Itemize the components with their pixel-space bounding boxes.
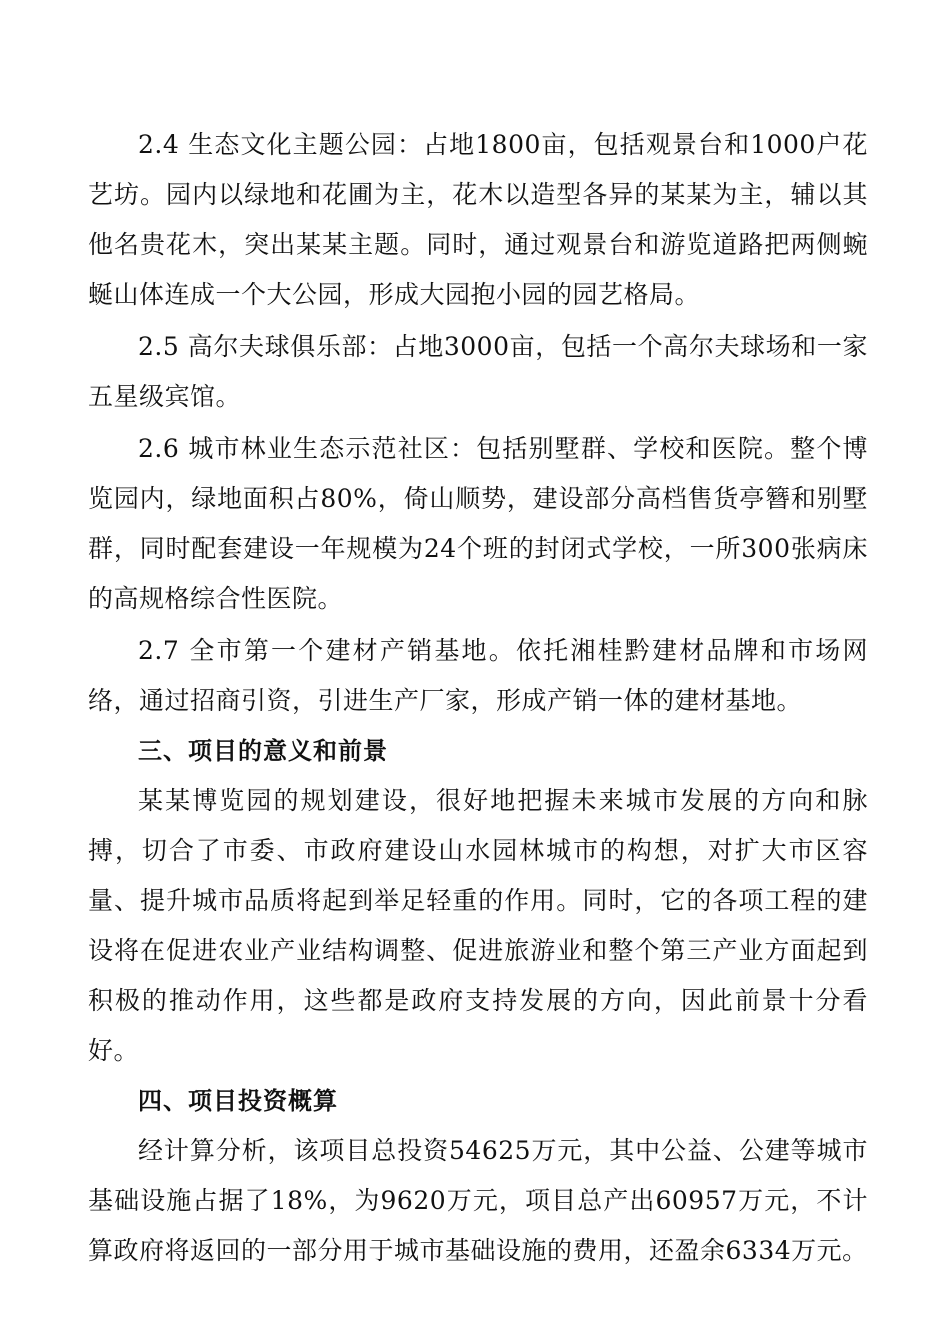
paragraph-2-7-building-materials-base: 2.7 全市第一个建材产销基地。依托湘桂黔建材品牌和市场网络，通过招商引资，引进生产厂家，形成产销一体的建材基地。 <box>88 636 868 715</box>
paragraph-2-5-golf-club: 2.5 高尔夫球俱乐部：占地3000亩，包括一个高尔夫球场和一家五星级宾馆。 <box>88 332 868 411</box>
paragraph-2-4-eco-culture-park: 2.4 生态文化主题公园：占地1800亩，包括观景台和1000户花艺坊。园内以绿地和花圃为主，花木以造型各异的某某为主，辅以其他名贵花木，突出某某主题。同时，通过观景台和游览道路把两侧蜿蜒山体连成一个大公园，形成大园抱小园的园艺格局。 <box>88 130 868 309</box>
section-heading-significance: 三、项目的意义和前景 <box>138 737 388 765</box>
paragraph-investment: 经计算分析，该项目总投资54625万元，其中公益、公建等城市基础设施占据了18%，为9620万元，项目总产出60957万元，不计算政府将返回的一部分用于城市基础设施的费用，还盈余6334万元。 <box>88 1136 868 1265</box>
section-heading-investment: 四、项目投资概算 <box>138 1087 338 1115</box>
paragraph-significance: 某某博览园的规划建设，很好地把握未来城市发展的方向和脉搏，切合了市委、市政府建设山水园林城市的构想，对扩大市区容量、提升城市品质将起到举足轻重的作用。同时，它的各项工程的建设将在促进农业产业结构调整、促进旅游业和整个第三产业方面起到积极的推动作用，这些都是政府支持发展的方向，因此前景十分看好。 <box>88 786 868 1065</box>
document-page <box>88 120 868 1276</box>
paragraph-2-6-forestry-community: 2.6 城市林业生态示范社区：包括别墅群、学校和医院。整个博览园内，绿地面积占80%，倚山顺势，建设部分高档售货亭簪和别墅群，同时配套建设一年规模为24个班的封闭式学校，一所300张病床的高规格综合性医院。 <box>88 434 868 613</box>
